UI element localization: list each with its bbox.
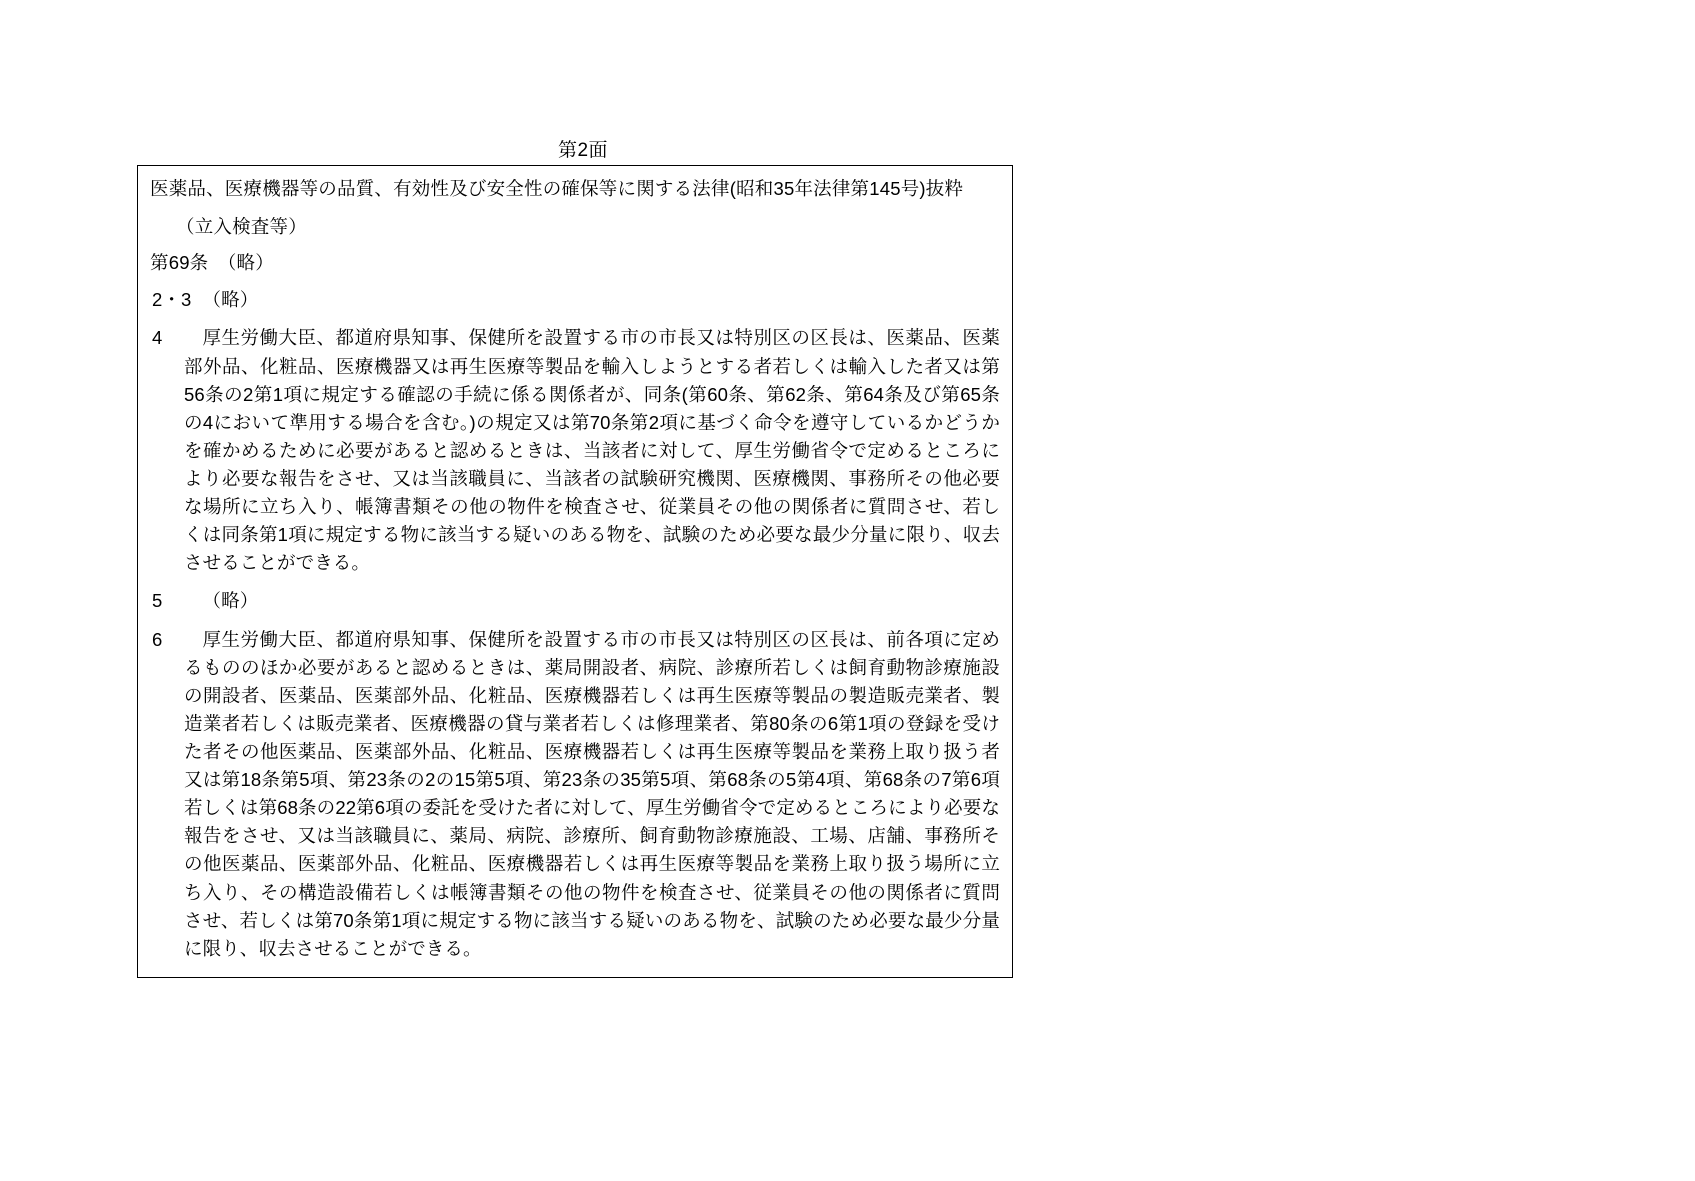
law-title: 医薬品、医療機器等の品質、有効性及び安全性の確保等に関する法律(昭和35年法律第145号)抜粋 bbox=[150, 178, 964, 199]
paragraph-number: 6 bbox=[152, 628, 163, 650]
paragraph-4 bbox=[150, 324, 1000, 577]
paragraph-5 bbox=[150, 587, 1000, 615]
law-excerpt-box bbox=[137, 165, 1013, 978]
article-line: 第69条 （略） bbox=[150, 251, 274, 273]
paragraph-number: 4 bbox=[152, 327, 163, 349]
paragraph-number: 5 bbox=[152, 590, 163, 612]
paragraph-text: 厚生労働大臣、都道府県知事、保健所を設置する市の市長又は特別区の区長は、前各項に定めるもののほか必要があると認めるときは、薬局開設者、病院、診療所若しくは飼育動物診療施設の開設者、医薬品、医薬部外品、化粧品、医療機器若しくは再生医療等製品の製造販売業者、製造業者若しくは販売業者、医療機器の貸与業者若しくは修理業者、第80条の6第1項の登録を受けた者その他医薬品、医薬部外品、化粧品、医療機器若しくは再生医療等製品を業務上取り扱う者又は第18条第5項、第23条の2の15第5項、第23条の35第5項、第68条の5第4項、第68条の7第6項若しくは第68条の22第6項の委託を受けた者に対して、厚生労働省令で定めるところにより必要な報告をさせ、又は当該職員に、薬局、病院、診療所、飼育動物診療施設、工場、店舗、事務所その他医薬品、医薬部外品、化粧品、医療機器若しくは再生医療等製品を業務上取り扱う場所に立ち入り、その構造設備若しくは帳簿書類その他の物件を検査させ、従業員その他の関係者に質問させ、若しくは第70条第1項に規定する物に該当する疑いのある物を、試験のため必要な最少分量に限り、収去させることができる。 bbox=[184, 628, 1000, 959]
section-heading: （立入検査等） bbox=[176, 215, 307, 237]
paragraph-text: 厚生労働大臣、都道府県知事、保健所を設置する市の市長又は特別区の区長は、医薬品、医薬部外品、化粧品、医療機器又は再生医療等製品を輸入しようとする者若しくは輸入した者又は第56条の2第1項に規定する確認の手続に係る関係者が、同条(第60条、第62条、第64条及び第65条の4において準用する場合を含む。)の規定又は第70条第2項に基づく命令を遵守しているかどうかを確かめるために必要があると認めるときは、当該者に対して、厚生労働省令で定めるところにより必要な報告をさせ、又は当該職員に、当該者の試験研究機関、医療機関、事務所その他必要な場所に立ち入り、帳簿書類その他の物件を検査させ、従業員その他の関係者に質問させ、若しくは同条第1項に規定する物に該当する疑いのある物を、試験のため必要な最少分量に限り、収去させることができる。 bbox=[184, 327, 1000, 574]
paragraph-text: （略） bbox=[202, 590, 259, 612]
paragraph-6 bbox=[150, 626, 1000, 963]
paragraph-text: （略） bbox=[202, 289, 259, 311]
paragraph-number: 2・3 bbox=[152, 289, 192, 311]
paragraph-2-3 bbox=[150, 286, 1000, 314]
page-header: 第2面 bbox=[557, 140, 609, 161]
